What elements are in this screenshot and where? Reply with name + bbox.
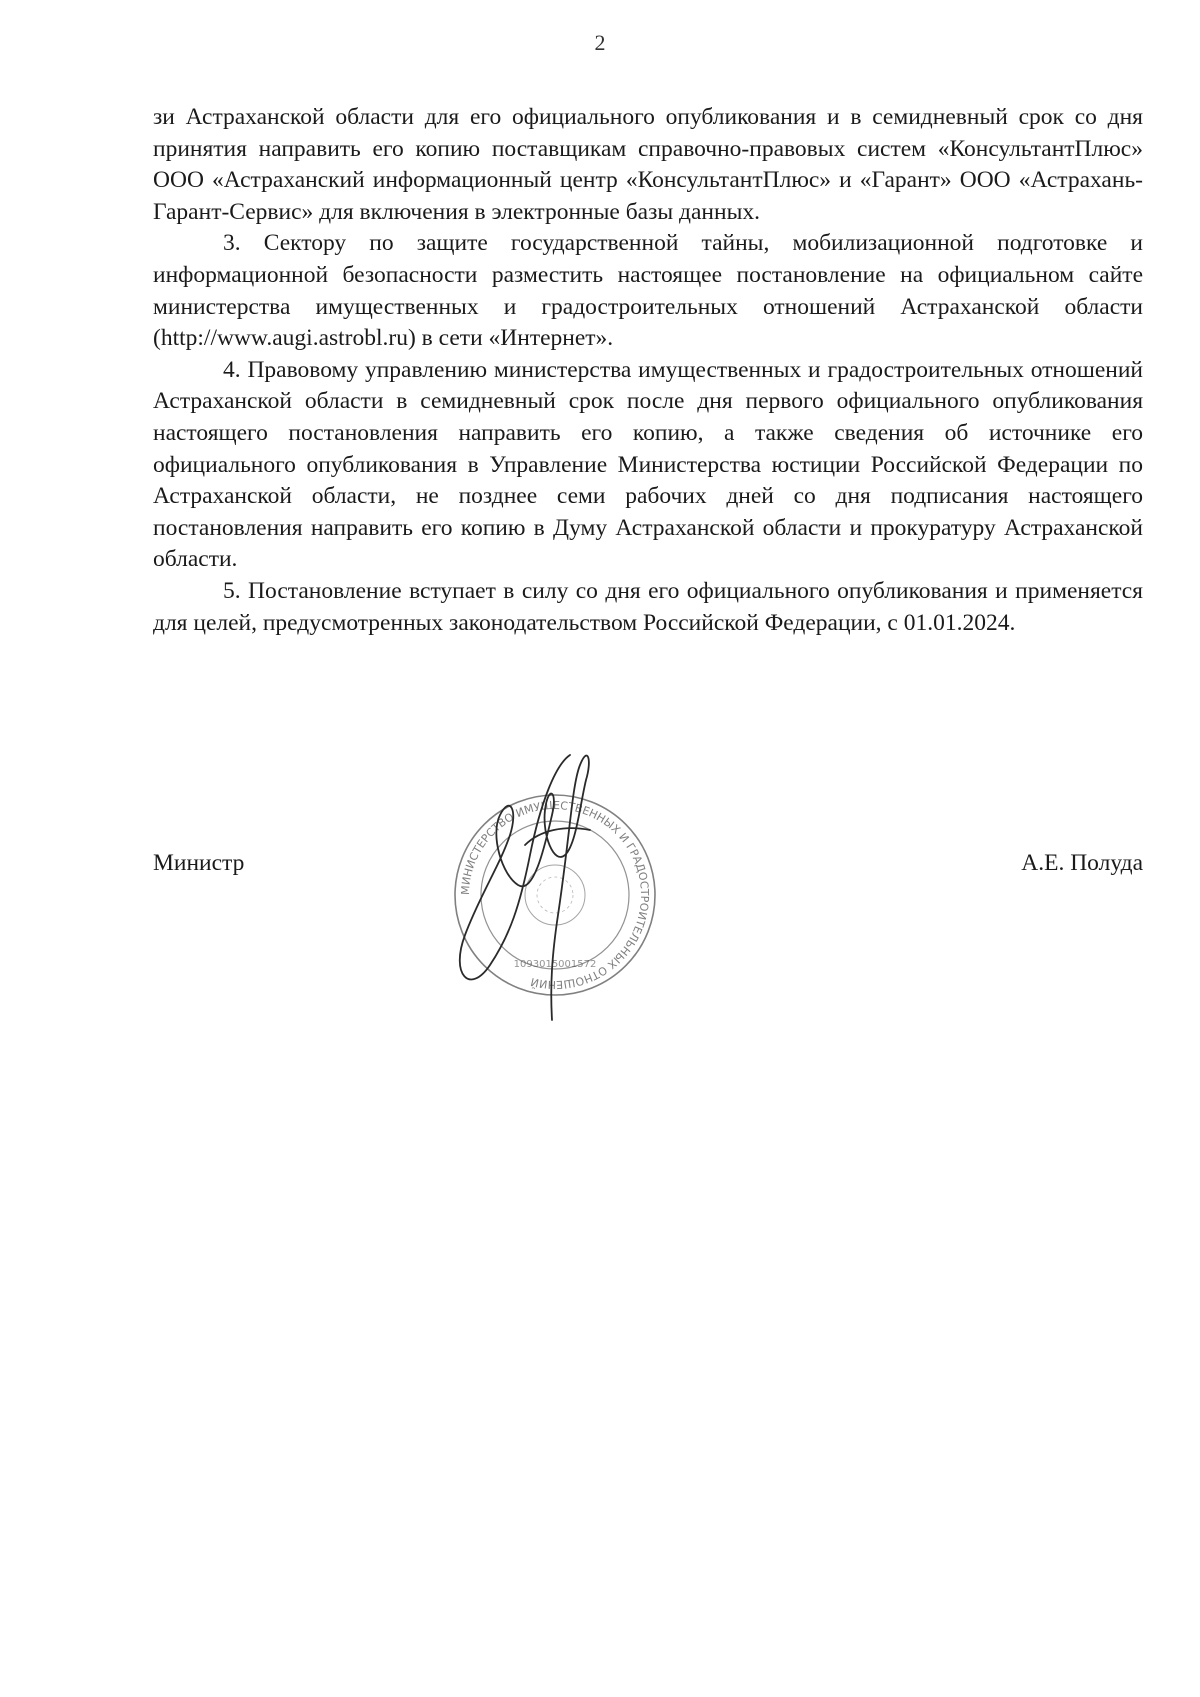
signer-position: Министр — [153, 850, 245, 876]
paragraph-5: 5. Постановление вступает в силу со дня его официального опубликования и применяется для целей, предусмотренных законодательством Российской Федерации, с 01.01.2024. — [153, 577, 1143, 636]
seal-ring-text: МИНИСТЕРСТВО ИМУЩЕСТВЕННЫХ И ГРАДОСТРОИТЕЛЬНЫХ ОТНОШЕНИЙ — [458, 798, 652, 992]
body-text — [153, 102, 1143, 639]
paragraph-4: 4. Правовому управлению министерства имущественных и градостроительных отношений Астраханской области в семидневный срок после дня первого официального опубликования настоящего постановления направить его копию, а также сведения об источнике его официального опубликования в Управление Министерства юстиции Российской Федерации по Астраханской области, не позднее семи рабочих дней со дня подписания настоящего постановления направить его копию в Думу Астраханской области и прокуратуру Астраханской области. — [153, 356, 1143, 573]
signer-name: А.Е. Полуда — [1021, 850, 1143, 876]
paragraph-continuation: зи Астраханской области для его официального опубликования и в семидневный срок со дня принятия направить его копию поставщикам справочно-правовых систем «КонсультантПлюс» ООО «Астраханский информационный центр «КонсультантПлюс» и «Гарант» ООО «Астрахань-Гарант-Сервис» для включения в электронные базы данных. — [153, 104, 1143, 225]
paragraph-3: 3. Сектору по защите государственной тайны, мобилизационной подготовке и информационной безопасности разместить настоящее постановление на официальном сайте министерства имущественных и градостроительных отношений Астраханской области (http://www.augi.astrobl.ru) в сети «Интернет». — [153, 230, 1143, 352]
seal-code: 1093015001572 — [513, 959, 597, 970]
official-seal-with-signature — [430, 735, 680, 1025]
stamp-seal — [455, 795, 655, 995]
page-number: 2 — [594, 30, 606, 55]
